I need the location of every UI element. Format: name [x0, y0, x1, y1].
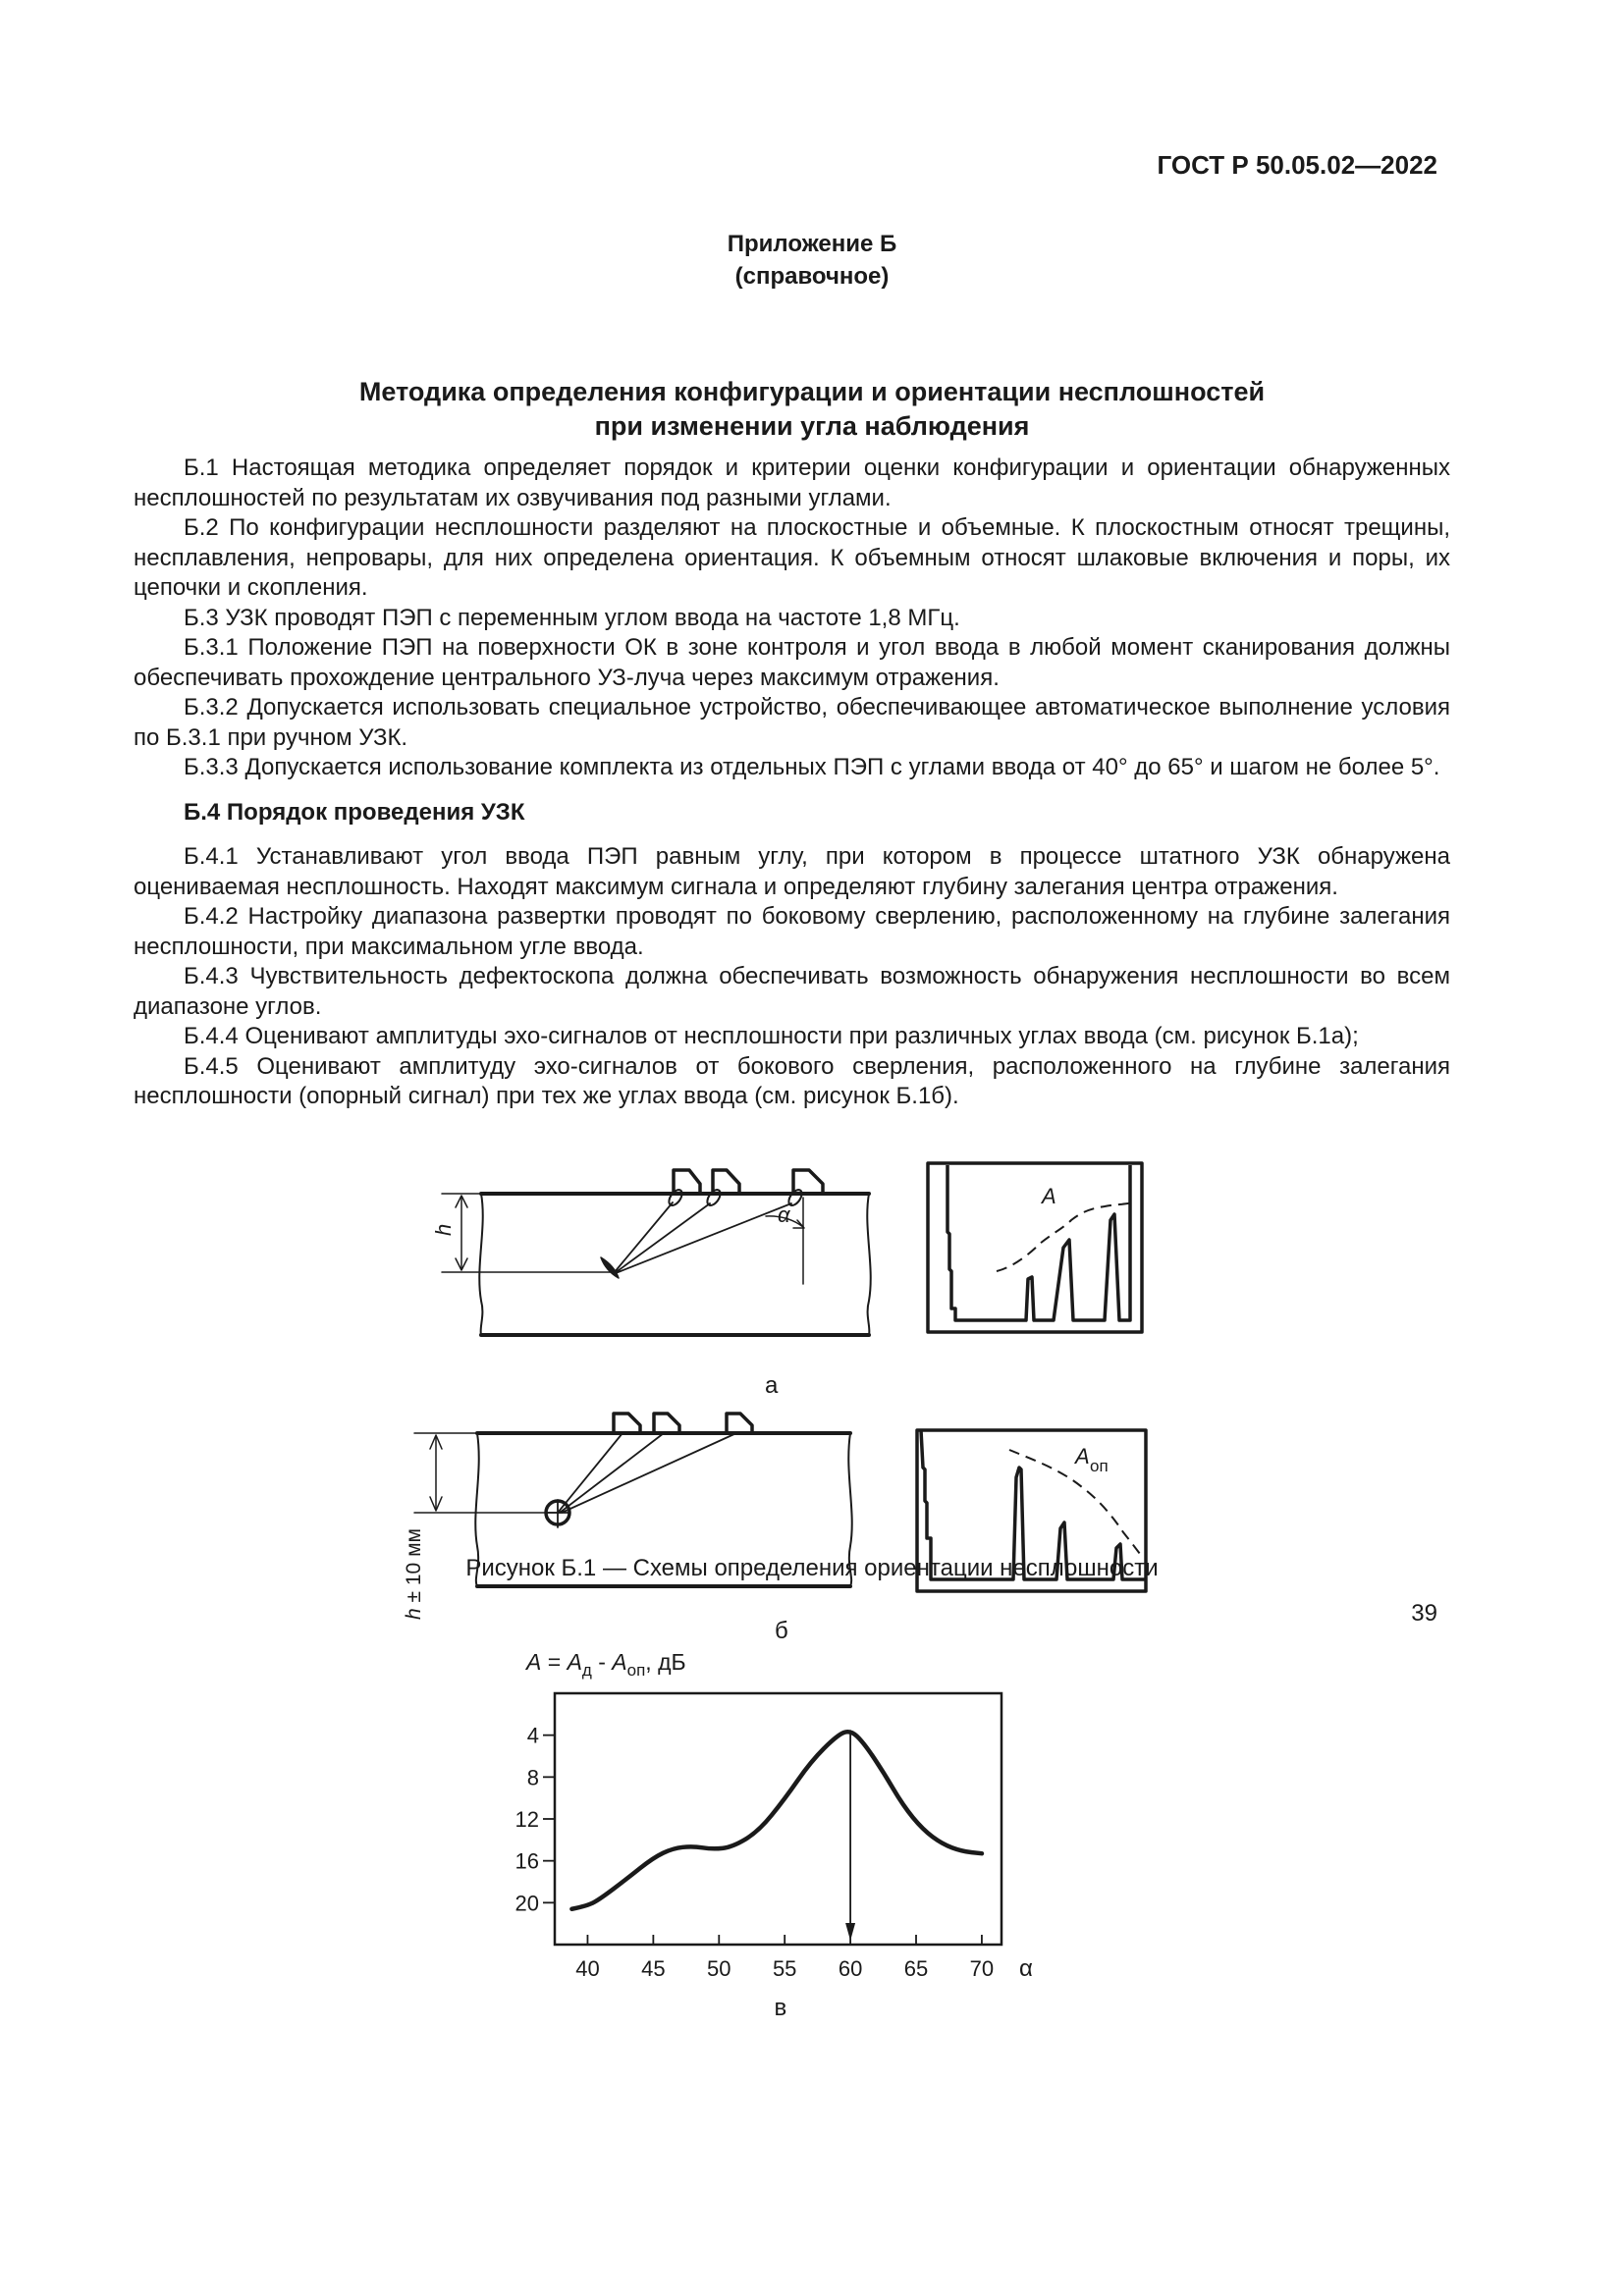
annex-title: Приложение Б: [727, 231, 897, 257]
page-number: 39: [1411, 1600, 1437, 1627]
paragraph-b4-2: Б.4.2 Настройку диапазона развертки проводят по боковому сверлению, расположенному на глубине залегания несплошности, при максимальном угле ввода.: [134, 903, 1450, 960]
section-heading-b4: Б.4 Порядок проведения УЗК: [184, 798, 525, 826]
method-title: [0, 375, 1624, 444]
sublabel-v: в: [774, 1995, 787, 2021]
paragraph-b4-5: Б.4.5 Оценивают амплитуду эхо-сигналов от бокового сверления, расположенного на глубине залегания несплошности (опорный сигнал) при тех же углах ввода (см. рисунок Б.1б).: [134, 1052, 1450, 1109]
x-tick-label: 70: [969, 1956, 995, 1981]
sublabel-a: а: [765, 1372, 779, 1399]
max-marker-arrowhead: [845, 1923, 855, 1941]
x-tick-label: 65: [903, 1956, 929, 1981]
figure-caption: Рисунок Б.1 — Схемы определения ориентации несплошности: [465, 1555, 1159, 1581]
paragraph-b4-4: Б.4.4 Оценивают амплитуды эхо-сигналов от несплошности при различных углах ввода (см. рисунок Б.1а);: [184, 1023, 1359, 1049]
curve-series-a: [571, 1732, 982, 1909]
amp-label-b: A: [1075, 1444, 1090, 1468]
plot-frame: [555, 1693, 1001, 1945]
x-tick-label: 55: [772, 1956, 797, 1981]
y-tick-label: 16: [514, 1848, 539, 1874]
depth-label-b: h ± 10 мм: [403, 1528, 425, 1620]
paragraph-b3-1: Б.3.1 Положение ПЭП на поверхности ОК в зоне контроля и угол ввода в любой момент сканирования должны обеспечивать прохождение центрального УЗ-луча через максимум отражения.: [134, 634, 1450, 691]
paragraph-b4-1: Б.4.1 Устанавливают угол ввода ПЭП равным углу, при котором в процессе штатного УЗК обнаружена оцениваемая несплошность. Находят максимум сигнала и определяют глубину залегания центра отражения.: [134, 843, 1450, 900]
body-text: [134, 454, 1450, 1112]
amp-sublabel-b: оп: [1090, 1457, 1109, 1475]
y-tick-label: 20: [514, 1891, 539, 1916]
paragraph-b3-3: Б.3.3 Допускается использование комплекта из отдельных ПЭП с углами ввода от 40° до 65° и шагом не более 5°.: [184, 754, 1440, 780]
paragraph-b3: Б.3 УЗК проводят ПЭП с переменным углом ввода на частоте 1,8 МГц.: [184, 604, 960, 631]
paragraph-b2: Б.2 По конфигурации несплошности разделяют на плоскостные и объемные. К плоскостным относят трещины, несплавления, непровары, для них определена ориентация. К объемным относят шлаковые включения и поры, их цепочки и скопления.: [134, 514, 1450, 601]
sublabel-b: б: [775, 1618, 788, 1644]
y-tick-label: 4: [526, 1723, 539, 1748]
paragraph-b1: Б.1 Настоящая методика определяет порядок и критерии оценки конфигурации и ориентации обнаруженных несплошностей по результатам их озвучивания под разными углами.: [134, 454, 1450, 511]
figure-b-scheme: [403, 1404, 864, 1639]
x-tick-label: 40: [575, 1956, 600, 1981]
figure-v-chart: [511, 1644, 1060, 2021]
paragraph-b4-3: Б.4.3 Чувствительность дефектоскопа должна обеспечивать возможность обнаружения несплошности во всем диапазоне углов.: [134, 963, 1450, 1020]
y-tick-label: 12: [514, 1807, 539, 1832]
x-axis-label: α: [1019, 1955, 1033, 1982]
method-title-line-1: Методика определения конфигурации и ориентации несплошностей: [358, 377, 1266, 406]
x-tick-label: 60: [838, 1956, 863, 1981]
amp-label-a: A: [1042, 1184, 1056, 1208]
x-tick-label: 45: [641, 1956, 666, 1981]
paragraph-b3-2: Б.3.2 Допускается использовать специальное устройство, обеспечивающее автоматическое выполнение условия по Б.3.1 при ручном УЗК.: [134, 694, 1450, 751]
figure-a-echogram: [926, 1161, 1147, 1338]
y-tick-label: 8: [526, 1765, 539, 1790]
x-tick-label: 50: [707, 1956, 731, 1981]
chart-title: $A = A_д - A_{оп}$, дБ: [526, 1649, 686, 1680]
annex-status: (справочное): [734, 263, 890, 290]
angle-label-a: α: [778, 1202, 790, 1227]
method-title-line-2: при изменении угла наблюдения: [594, 411, 1030, 441]
document-number: ГОСТ Р 50.05.02—2022: [1157, 150, 1437, 180]
depth-label-a: h: [431, 1223, 456, 1236]
annex-heading: [0, 228, 1624, 293]
figure-a-scheme: [422, 1158, 884, 1345]
